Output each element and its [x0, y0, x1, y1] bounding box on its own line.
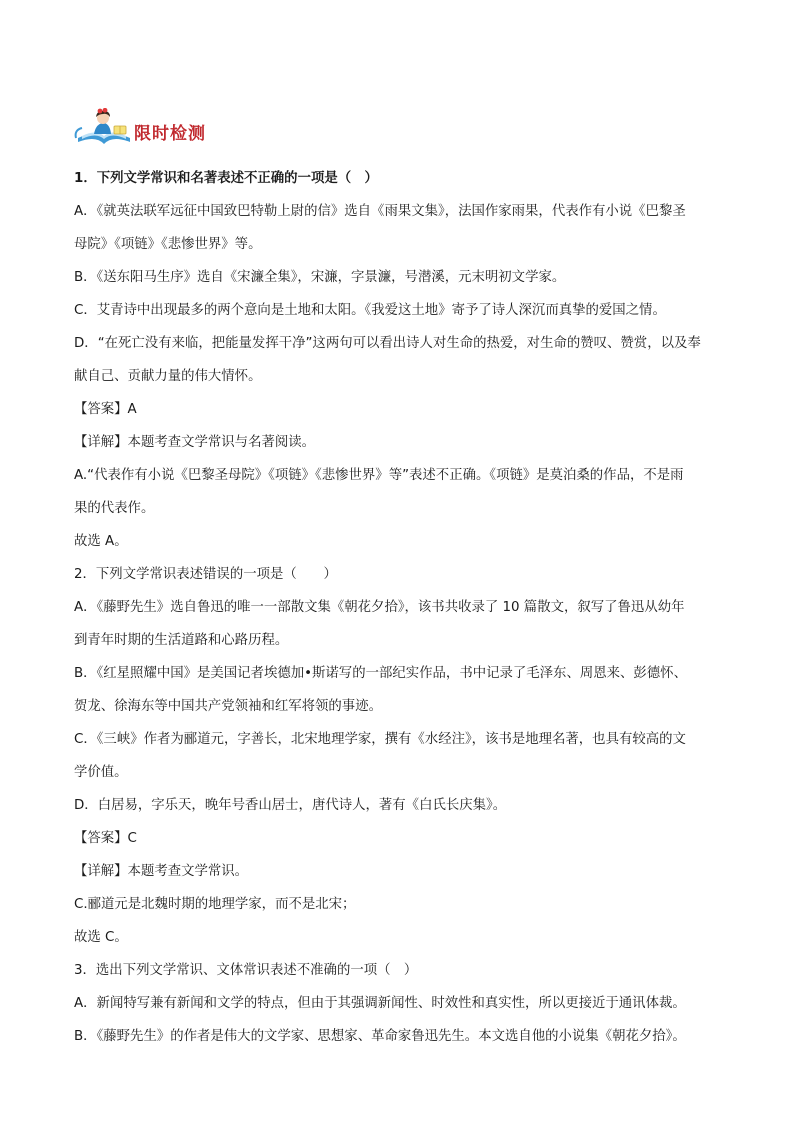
question-2-stem: 2．下列文学常识表述错误的一项是（ ） [74, 567, 337, 582]
question-1-option-d: D．“在死亡没有来临，把能量发挥干净”这两句可以看出诗人对生命的热爱，对生命的赞叹、赞赏，以及奉 [74, 336, 701, 351]
question-content [74, 162, 724, 1053]
question-2-option-a: A．《藤野先生》选自鲁迅的唯一一部散文集《朝花夕拾》，该书共收录了 10 篇散文，叙写了鲁迅从幼年 [74, 600, 685, 615]
question-1-stem: 1．下列文学常识和名著表述不正确的一项是（ ） [74, 171, 378, 186]
question-1-explanation: 【详解】本题考查文学常识与名著阅读。 [74, 435, 316, 450]
question-3-stem: 3．选出下列文学常识、文体常识表述不准确的一项（ ） [74, 963, 418, 978]
question-2-choice: 故选 C。 [74, 930, 128, 945]
question-1-option-a-cont: 母院》《项链》《悲惨世界》等。 [74, 237, 262, 252]
question-1-option-b: B．《送东阳马生序》选自《宋濂全集》，宋濂，字景濂，号潜溪，元末明初文学家。 [74, 270, 566, 285]
question-1-option-d-cont: 献自己、贡献力量的伟大情怀。 [74, 369, 262, 384]
question-2-option-c-cont: 学价值。 [74, 765, 128, 780]
question-1-explanation-detail: A.“代表作有小说《巴黎圣母院》《项链》《悲惨世界》等”表述不正确。《项链》是莫泊桑的作品，不是雨 [74, 468, 684, 483]
question-3-option-b: B．《藤野先生》的作者是伟大的文学家、思想家、革命家鲁迅先生。本文选自他的小说集《朝花夕拾》。 [74, 1029, 686, 1044]
question-2-option-b: B．《红星照耀中国》是美国记者埃德加•斯诺写的一部纪实作品，书中记录了毛泽东、周恩来、彭德怀、 [74, 666, 687, 681]
question-1-explanation-detail-cont: 果的代表作。 [74, 501, 155, 516]
question-1-choice: 故选 A。 [74, 534, 128, 549]
question-2-option-b-cont: 贺龙、徐海东等中国共产党领袖和红军将领的事迹。 [74, 699, 382, 714]
question-1-answer: 【答案】A [74, 402, 137, 417]
question-2-explanation: 【详解】本题考查文学常识。 [74, 864, 249, 879]
question-2-option-a-cont: 到青年时期的生活道路和心路历程。 [74, 633, 289, 648]
reading-student-icon [74, 108, 132, 148]
question-1-option-c: C．艾青诗中出现最多的两个意向是土地和太阳。《我爱这土地》寄予了诗人深沉而真挚的爱国之情。 [74, 303, 666, 318]
question-2-answer: 【答案】C [74, 831, 137, 846]
question-2-option-d: D．白居易，字乐天，晚年号香山居士，唐代诗人，著有《白氏长庆集》。 [74, 798, 507, 813]
question-2-explanation-detail: C.郦道元是北魏时期的地理学家，而不是北宋； [74, 897, 356, 912]
section-header [74, 104, 206, 148]
section-title: 限时检测 [134, 124, 206, 144]
question-3-option-a: A．新闻特写兼有新闻和文学的特点，但由于其强调新闻性、时效性和真实性，所以更接近于通讯体裁。 [74, 996, 686, 1011]
question-1-option-a: A．《就英法联军远征中国致巴特勒上尉的信》选自《雨果文集》，法国作家雨果，代表作有小说《巴黎圣 [74, 204, 686, 219]
question-2-option-c: C．《三峡》作者为郦道元，字善长，北宋地理学家，撰有《水经注》，该书是地理名著，也具有较高的文 [74, 732, 686, 747]
